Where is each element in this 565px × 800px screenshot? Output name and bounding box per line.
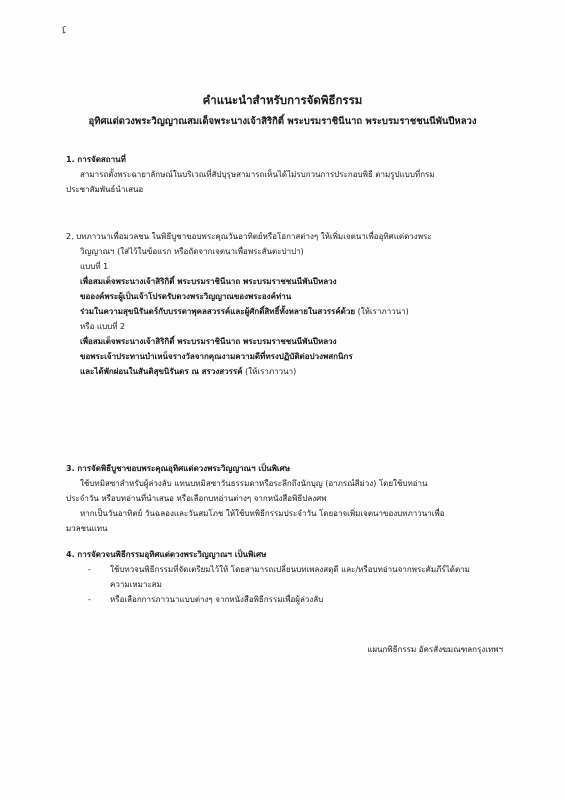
document-signature: แผนกพิธีกรรม อัครสังฆมณฑลกรุงเทพฯ (367, 645, 503, 654)
section-liturgy (66, 547, 506, 607)
section-3-line: ใช้บทมิสซาสำหรับผู้ล่วงลับ แทนบทมิสซาวันธรรมดาหรือระลึกถึงนักบุญ (อาภรณ์สีม่วง) โดยใช้บทอ่าน (80, 479, 428, 488)
form-2-label: หรือ แบบที่ 2 (80, 322, 126, 331)
section-1-heading: 1. การจัดสถานที่ (66, 155, 126, 164)
form-1-line: ขอองค์พระผู้เป็นเจ้าโปรดรับดวงพระวิญญาณของพระองค์ท่าน (80, 292, 292, 301)
section-3-line: มวลชนแทน (66, 524, 108, 533)
form-2-line: ขอพระเจ้าประทานบำเหน็จรางวัลจากคุณงามความดีที่ทรงปฏิบัติต่อปวงพสกนิกร (80, 352, 353, 361)
form-1-line: เพื่อสมเด็จพระนางเจ้าสิริกิติ์ พระบรมราชินีนาถ พระบรมราชชนนีพันปีหลวง (80, 277, 337, 286)
document-title: คำแนะนำสำหรับการจัดพิธีกรรม (202, 93, 363, 107)
bullet-item: หรือเลือกการภาวนาแบบต่างๆ จากหนังสือพิธีกรรมเพื่อผู้ล่วงลับ (110, 595, 324, 604)
section-3-line: หากเป็นวันอาทิตย์ วันฉลองและวันสมโภช ให้ใช้บทพิธีกรรมประจำวัน โดยอาจเพิ่มเจตนาของบทภาวนาเพื่อ (80, 509, 445, 518)
bullet-item-continuation: ความเหมาะสม (110, 580, 162, 589)
form-1-label: แบบที่ 1 (80, 262, 109, 271)
section-mass (66, 461, 506, 536)
section-venue (66, 152, 506, 197)
form-2-response: (ให้เราภาวนา) (245, 367, 297, 376)
section-3-line: ประจำวัน หรือบทอ่านที่นำเสนอ หรือเลือกบทอ่านต่างๆ จากหนังสือพิธีปลงศพ (66, 494, 327, 503)
section-2-continuation: วิญญาณฯ (ใส่ไว้ในข้อแรก หรือถัดจากเจตนาเพื่อพระสันตะปาปา) (80, 247, 304, 256)
bullet-dash: - (88, 595, 91, 604)
form-1-response: (ให้เราภาวนา) (357, 307, 409, 316)
section-2-heading: 2. บทภาวนาเพื่อมวลชน ในพิธีบูชาขอบพระคุณวันอาทิตย์หรือโอกาสต่างๆ ให้เพิ่มเจตนาเพื่ออุทิศแด่ดวงพระ (66, 232, 432, 241)
bullet-dash: - (88, 565, 91, 574)
form-1-line: ร่วมในความสุขนิรันดร์กับบรรดาพุคลสวรรค์และผู้ศักดิ์สิทธิ์ทั้งหลายในสวรรค์ด้วย (80, 307, 356, 316)
document-subtitle: อุทิศแด่ดวงพระวิญญาณสมเด็จพระนางเจ้าสิริกิติ์ พระบรมราชินีนาถ พระบรมราชชนนีพันปีหลวง (88, 116, 477, 127)
section-1-line: ประชาสัมพันธ์นำเสนอ (66, 185, 144, 194)
handwritten-mark: ɾ (59, 21, 69, 37)
form-2-line: เพื่อสมเด็จพระนางเจ้าสิริกิติ์ พระบรมราชินีนาถ พระบรมราชชนนีพันปีหลวง (80, 337, 337, 346)
section-4-heading: 4. การจัดวจนพิธีกรรมอุทิศแด่ดวงพระวิญญาณฯ เป็นพิเศษ (66, 550, 267, 559)
section-3-heading: 3. การจัดพิธีบูชาขอบพระคุณอุทิศแด่ดวงพระวิญญาณฯ เป็นพิเศษ (66, 464, 290, 473)
form-2-line: และได้พักผ่อนในสันติสุขนิรันดร ณ สรวงสวรรค์ (80, 367, 243, 376)
section-1-line: สามารถตั้งพระฉายาลักษณ์ในบริเวณที่สัปบุรุษสามารถเห็นได้ไม่รบกวนการประกอบพิธี ตามรูปแบบที่กรม (80, 170, 435, 179)
bullet-item: ใช้บทวจนพิธีกรรมที่จัดเตรียมไว้ให้ โดยสามารถเปลี่ยนบทเพลงสดุดี และ/หรือบทอ่านจากพระคัมภีร์ได้ตาม (110, 565, 470, 574)
section-prayer (66, 229, 506, 379)
